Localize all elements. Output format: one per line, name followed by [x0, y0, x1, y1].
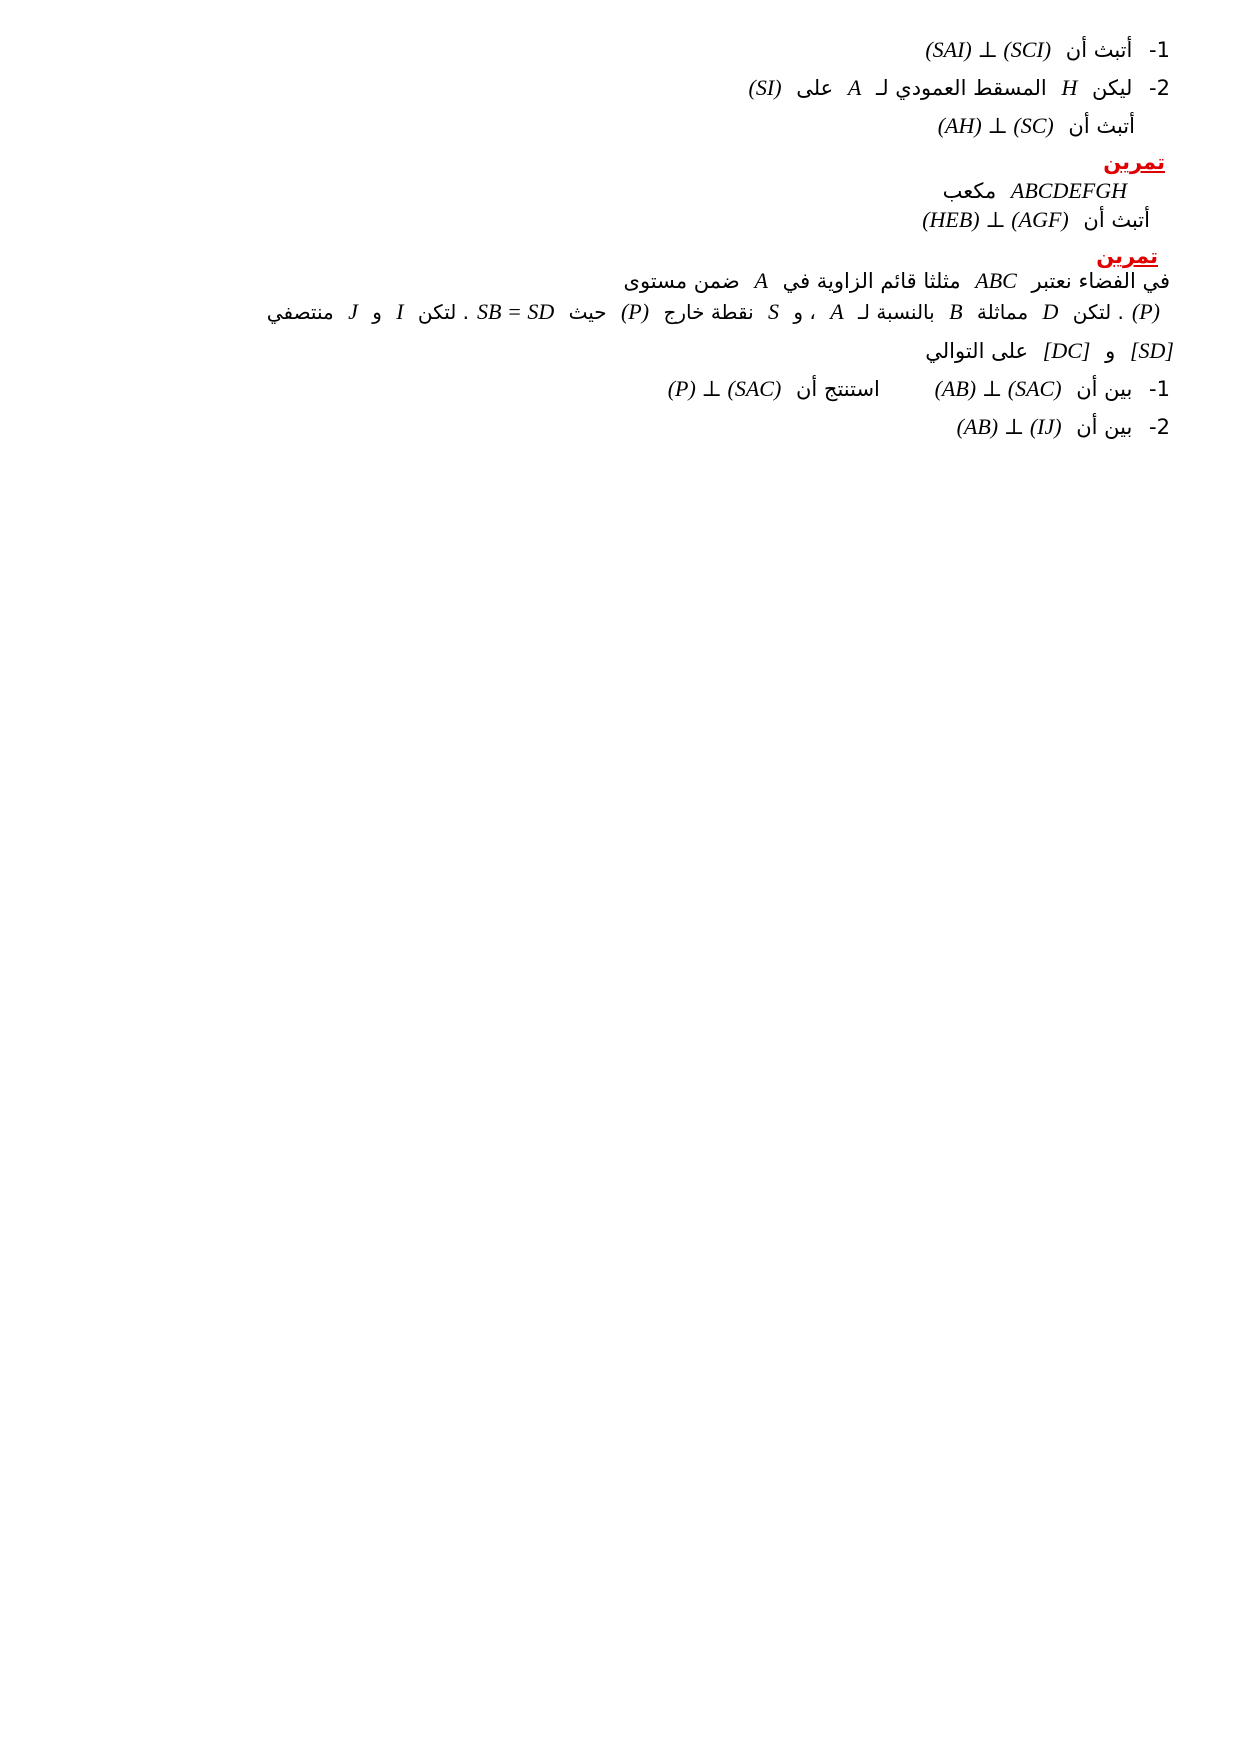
- ex3-l1-t2: مثلثا قائم الزاوية في: [782, 269, 961, 293]
- ex3-l1-t3: ضمن مستوى: [623, 269, 740, 293]
- ex1-q2-math-si: (SI): [748, 75, 782, 100]
- ex1-question-2b: [930, 111, 1135, 141]
- ex3-line-1: [624, 266, 1170, 296]
- ex3-q1-m1: (AB) ⊥ (SAC): [934, 376, 1062, 401]
- ex3-line-3: [925, 336, 1182, 366]
- ex1-q2-text3: على: [796, 76, 834, 100]
- ex2-title-row: [1103, 150, 1165, 174]
- ex3-title-row: [1096, 244, 1158, 268]
- ex3-l2-t4: ، و: [793, 300, 816, 324]
- ex3-l2-t5: نقطة خارج: [663, 300, 754, 324]
- ex3-l2-t9: منتصفي: [266, 300, 334, 324]
- ex1-q2b-math: (AH) ⊥ (SC): [937, 113, 1054, 138]
- ex1-q2b-text: أتبث أن: [1068, 114, 1135, 138]
- ex1-q2-math-h: H: [1061, 75, 1078, 100]
- ex2-title: تمرين: [1103, 150, 1165, 174]
- ex3-l3-sd: [SD]: [1129, 338, 1174, 363]
- ex3-l2-m8: I: [396, 299, 404, 324]
- ex2-line-2: [914, 205, 1150, 235]
- ex3-line-2: [267, 297, 1168, 327]
- ex3-l2-t3: بالنسبة لـ: [858, 300, 935, 324]
- ex3-l3-t2: على التوالي: [925, 339, 1029, 363]
- ex3-q1-t2: استنتج أن: [795, 377, 880, 401]
- ex1-question-2: [741, 73, 1170, 103]
- ex3-q2-m1: (AB) ⊥ (IJ): [956, 414, 1062, 439]
- ex3-l3-dc: [DC]: [1042, 338, 1091, 363]
- ex3-l2-t8: و: [372, 300, 382, 324]
- ex1-q1-math: (SAI) ⊥ (SCI): [925, 37, 1052, 62]
- ex3-question-2: [949, 412, 1170, 442]
- ex3-l1-t1: في الفضاء نعتبر: [1031, 269, 1170, 293]
- ex3-l2-m7: SB = SD: [477, 299, 555, 324]
- ex1-q2-text2: المسقط العمودي لـ: [876, 76, 1047, 100]
- ex3-l1-a: A: [754, 268, 768, 293]
- ex3-l2-m9: J: [348, 299, 358, 324]
- ex2-cube-text: مكعب: [942, 179, 997, 203]
- ex3-q1-number: -1: [1149, 377, 1170, 401]
- ex3-l2-m6: (P): [620, 299, 650, 324]
- ex1-question-1: [917, 35, 1170, 65]
- ex3-l2-t1: . لتكن: [1072, 300, 1124, 324]
- ex3-q1-m2: (P) ⊥ (SAC): [667, 376, 782, 401]
- ex3-l1-abc: ABC: [975, 268, 1017, 293]
- ex3-l2-m3: B: [949, 299, 963, 324]
- ex1-q1-number: -1: [1149, 38, 1170, 62]
- ex1-q2-math-a: A: [847, 75, 862, 100]
- ex2-line2-math: (HEB) ⊥ (AGF): [922, 207, 1069, 232]
- ex3-l2-t6: حيث: [568, 300, 607, 324]
- ex3-q1-t1: بين أن: [1076, 377, 1133, 401]
- ex1-q1-text: أتبث أن: [1065, 38, 1133, 62]
- ex3-q2-number: -2: [1149, 415, 1170, 439]
- ex2-line-1: [943, 178, 1135, 204]
- ex3-l2-m4: A: [830, 299, 844, 324]
- ex2-cube-name: ABCDEFGH: [1010, 178, 1127, 203]
- ex3-question-1: [660, 374, 1170, 404]
- ex3-l2-t7: . لتكن: [417, 300, 470, 324]
- ex1-q2-text1: ليكن: [1092, 76, 1133, 100]
- ex3-l2-m1: (P): [1131, 299, 1160, 324]
- ex3-l2-t2: مماثلة: [976, 300, 1029, 324]
- ex3-l2-m5: S: [768, 299, 779, 324]
- ex1-q2-number: -2: [1149, 76, 1170, 100]
- ex3-title: تمرين: [1096, 244, 1158, 268]
- ex2-line2-text: أتبث أن: [1083, 208, 1150, 232]
- ex3-q2-t1: بين أن: [1076, 415, 1133, 439]
- ex3-l3-t1: و: [1105, 339, 1116, 363]
- ex3-l2-m2: D: [1042, 299, 1059, 324]
